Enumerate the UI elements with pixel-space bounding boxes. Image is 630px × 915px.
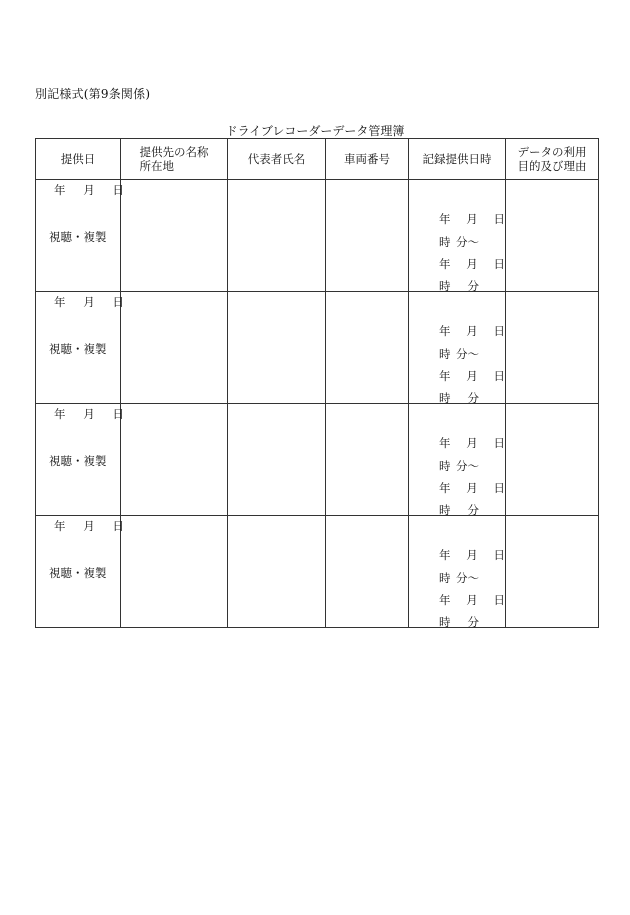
- month-label: 月: [83, 295, 95, 309]
- day-label: 日: [112, 295, 124, 309]
- record-time-cell[interactable]: [409, 404, 506, 516]
- day-label: 日: [493, 257, 505, 271]
- record-time-cell[interactable]: [409, 292, 506, 404]
- usage-option-label: 視聴・複製: [49, 342, 107, 356]
- month-label: 月: [466, 324, 478, 338]
- minute-label: 分: [467, 503, 479, 517]
- record-time-cell[interactable]: [409, 180, 506, 292]
- day-label: 日: [112, 519, 124, 533]
- header-row: [36, 139, 599, 180]
- hour-label: 時: [439, 503, 451, 517]
- year-label: 年: [439, 548, 451, 562]
- month-label: 月: [466, 593, 478, 607]
- month-label: 月: [466, 436, 478, 450]
- year-label: 年: [54, 295, 66, 309]
- purpose-cell[interactable]: [506, 180, 599, 292]
- minute-range-label: 分～: [456, 459, 479, 473]
- usage-option-label: 視聴・複製: [49, 566, 107, 580]
- month-label: 月: [466, 481, 478, 495]
- year-label: 年: [439, 324, 451, 338]
- day-label: 日: [493, 593, 505, 607]
- month-label: 月: [83, 519, 95, 533]
- day-label: 日: [493, 324, 505, 338]
- recipient-cell[interactable]: [121, 292, 228, 404]
- month-label: 月: [83, 183, 95, 197]
- hour-label: 時: [439, 347, 451, 361]
- representative-cell[interactable]: [228, 180, 326, 292]
- col-header-purpose-line2: 目的及び理由: [517, 159, 587, 173]
- hour-label: 時: [439, 459, 451, 473]
- vehicle-cell[interactable]: [326, 180, 409, 292]
- purpose-cell[interactable]: [506, 292, 599, 404]
- minute-range-label: 分～: [456, 571, 479, 585]
- year-label: 年: [439, 593, 451, 607]
- year-label: 年: [54, 519, 66, 533]
- vehicle-cell[interactable]: [326, 404, 409, 516]
- hour-label: 時: [439, 571, 451, 585]
- form-heading: 別記様式(第9条関係): [35, 87, 151, 101]
- col-header-purpose-line1: データの利用: [517, 145, 587, 159]
- hour-label: 時: [439, 615, 451, 629]
- representative-cell[interactable]: [228, 404, 326, 516]
- minute-range-label: 分～: [456, 347, 479, 361]
- year-label: 年: [439, 257, 451, 271]
- minute-range-label: 分～: [456, 235, 479, 249]
- col-header-recipient: [121, 139, 228, 180]
- col-header-vehicle: 車両番号: [326, 139, 409, 180]
- recipient-cell[interactable]: [121, 516, 228, 628]
- usage-option-label: 視聴・複製: [49, 454, 107, 468]
- month-label: 月: [466, 548, 478, 562]
- table-row: [36, 404, 599, 516]
- minute-label: 分: [467, 615, 479, 629]
- table-row: [36, 180, 599, 292]
- col-header-purpose: [506, 139, 599, 180]
- year-label: 年: [439, 212, 451, 226]
- year-label: 年: [439, 481, 451, 495]
- vehicle-cell[interactable]: [326, 516, 409, 628]
- document-title: ドライブレコーダーデータ管理簿: [225, 124, 405, 138]
- year-label: 年: [439, 436, 451, 450]
- recipient-cell[interactable]: [121, 404, 228, 516]
- month-label: 月: [83, 407, 95, 421]
- col-header-recipient-line1: 提供先の名称: [139, 145, 209, 159]
- day-label: 日: [493, 436, 505, 450]
- month-label: 月: [466, 257, 478, 271]
- day-label: 日: [493, 369, 505, 383]
- usage-option-label: 視聴・複製: [49, 230, 107, 244]
- month-label: 月: [466, 212, 478, 226]
- col-header-date: 提供日: [36, 139, 121, 180]
- representative-cell[interactable]: [228, 292, 326, 404]
- date-cell[interactable]: [36, 292, 124, 404]
- minute-label: 分: [467, 391, 479, 405]
- year-label: 年: [54, 407, 66, 421]
- col-header-representative: 代表者氏名: [228, 139, 326, 180]
- col-header-record-time: 記録提供日時: [409, 139, 506, 180]
- day-label: 日: [493, 548, 505, 562]
- data-register-table: [35, 138, 599, 628]
- table-row: [36, 292, 599, 404]
- day-label: 日: [493, 481, 505, 495]
- recipient-cell[interactable]: [121, 180, 228, 292]
- day-label: 日: [493, 212, 505, 226]
- date-cell[interactable]: [36, 404, 124, 516]
- year-label: 年: [439, 369, 451, 383]
- date-cell[interactable]: [36, 516, 124, 628]
- vehicle-cell[interactable]: [326, 292, 409, 404]
- day-label: 日: [112, 407, 124, 421]
- day-label: 日: [112, 183, 124, 197]
- col-header-recipient-line2: 所在地: [139, 159, 174, 173]
- purpose-cell[interactable]: [506, 404, 599, 516]
- month-label: 月: [466, 369, 478, 383]
- representative-cell[interactable]: [228, 516, 326, 628]
- hour-label: 時: [439, 235, 451, 249]
- year-label: 年: [54, 183, 66, 197]
- date-cell[interactable]: [36, 180, 124, 292]
- minute-label: 分: [467, 279, 479, 293]
- purpose-cell[interactable]: [506, 516, 599, 628]
- table-row: [36, 516, 599, 628]
- hour-label: 時: [439, 279, 451, 293]
- record-time-cell[interactable]: [409, 516, 506, 628]
- hour-label: 時: [439, 391, 451, 405]
